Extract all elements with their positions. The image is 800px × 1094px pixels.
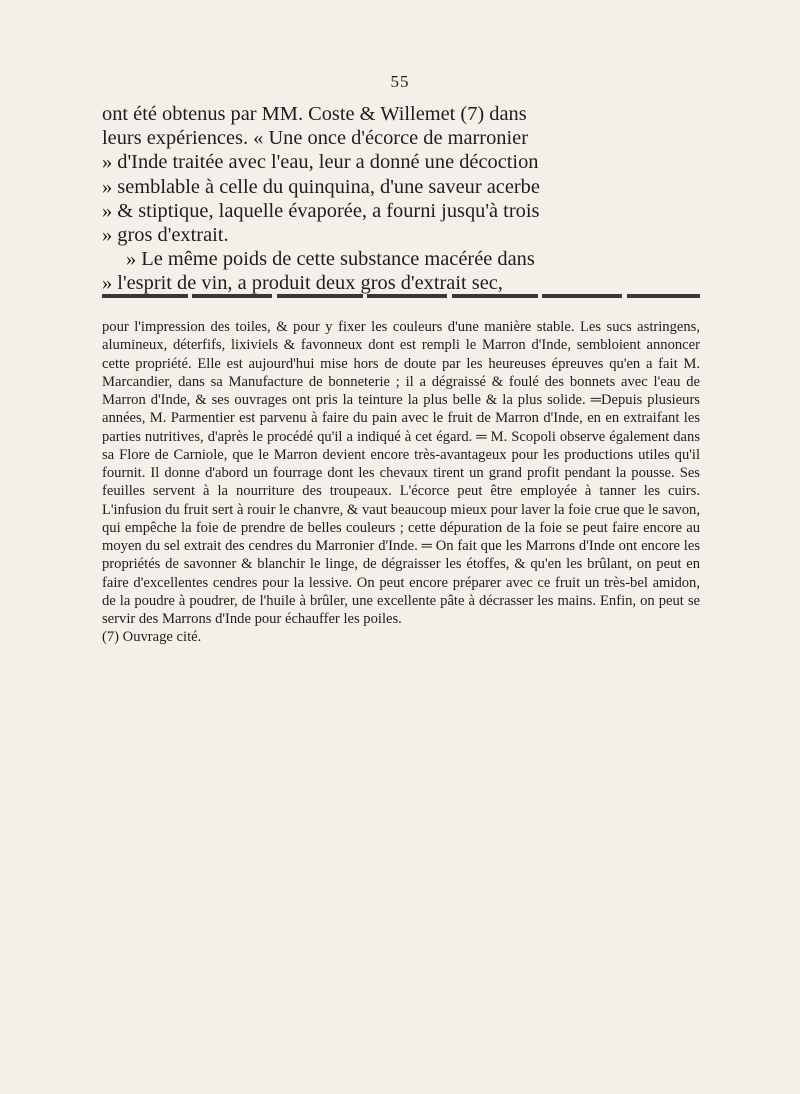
- separator-rule: [102, 294, 700, 298]
- main-line: ont été obtenus par MM. Coste & Willemet (7) dans: [102, 103, 527, 125]
- footnote-reference: (7) Ouvrage cité.: [102, 629, 202, 646]
- main-line: » gros d'extrait.: [102, 224, 229, 247]
- main-line: leurs expériences. « Une once d'écorce de marronier: [102, 127, 528, 150]
- main-line: » Le même poids de cette substance macérée dans: [126, 248, 535, 271]
- main-line: » d'Inde traitée avec l'eau, leur a donné une décoction: [102, 151, 539, 174]
- main-line: » & stiptique, laquelle évaporée, a fourni jusqu'à trois: [102, 199, 540, 222]
- footnote-block: [102, 318, 700, 647]
- main-text-block: [102, 102, 700, 296]
- note-paragraph: pour l'impression des toiles, & pour y fixer les couleurs d'une manière stable. Les sucs astringens, alumineux, déterfifs, lixiviels & favonneux dont est rempli le Marron d'Inde, sembloient annoncer cette propriété. Elle est aujourd'hui mise hors de doute par les heureuses épreuves qu'en a fait M. Marcandier, dans sa Manufacture de bonneterie ; il a dégraissé & foulé des bonnets avec l'eau de Marron d'Inde, & ses ouvrages ont pris la teinture la plus belle & la plus solide. ═Depuis plusieurs années, M. Parmentier est parvenu à faire du pain avec le fruit de Marron d'Inde, en en extraifant les parties nutritives, d'après le procédé qu'il a indiqué à cet égard. ═ M. Scopoli observe également dans sa Flore de Carniole, que le Marron devient encore très-avantageux pour les productions utiles qu'il fournit. Il donne d'abord un fourrage dont les chevaux tirent un grand profit pendant la pousse. Ses feuilles servent à la nourriture des troupeaux. L'écorce peut être employée à tanner les cuirs. L'infusion du fruit sert à rouir le chanvre, & vaut beaucoup mieux pour laver la foie crue que le savon, qui empêche la foie de prendre de belles couleurs ; cette dépuration de la foie se peut faire encore au moyen du sel extrait des cendres du Marronier d'Inde. ═ On fait que les Marrons d'Inde ont encore les propriétés de savonner & blanchir le linge, de dégraisser les étoffes, & qu'en les brûlant, on peut en faire d'excellentes cendres pour la lessive. On peut encore préparer avec ce fruit un très-bel amidon, de la poudre à poudrer, de l'huile à brûler, une excellente pâte à décrasser les mains. Enfin, on peut se servir des Marrons d'Inde pour échauffer les poiles.: [102, 319, 700, 627]
- page-number: 55: [390, 72, 410, 91]
- main-line: » semblable à celle du quinquina, d'une saveur acerbe: [102, 175, 540, 198]
- main-line: » l'esprit de vin, a produit deux gros d'extrait sec,: [102, 272, 503, 295]
